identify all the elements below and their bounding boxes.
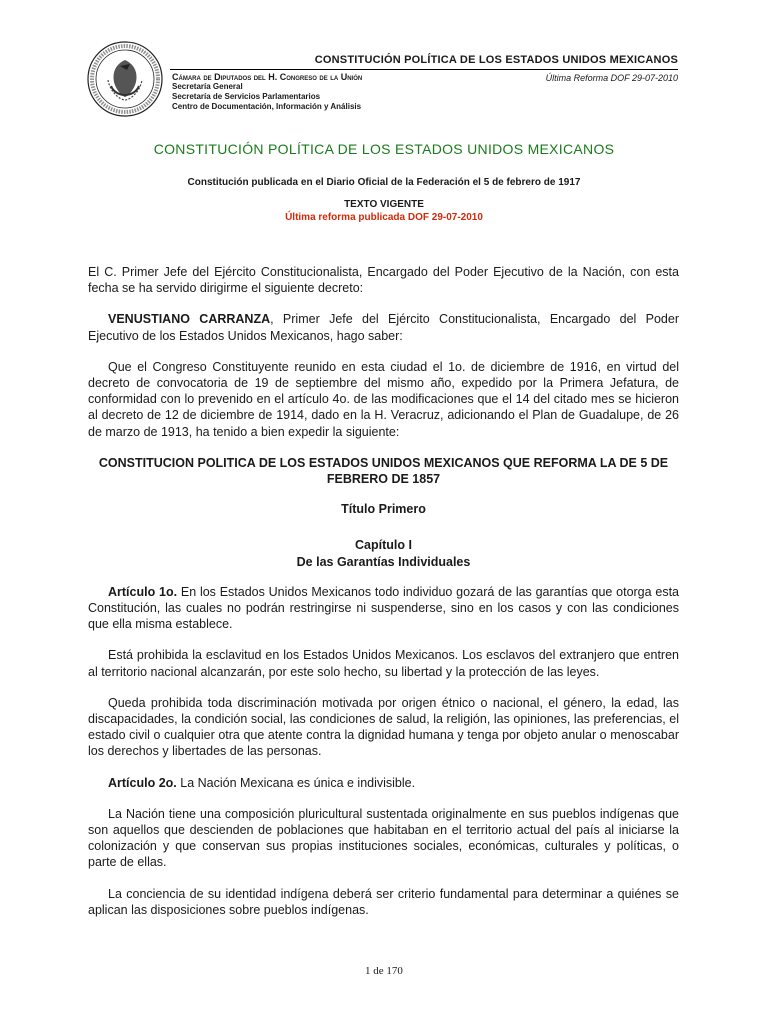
header-rule [170, 69, 678, 70]
header-secretaria-servicios: Secretaría de Servicios Parlamentarios [172, 92, 321, 101]
paragraph-discriminacion: Queda prohibida toda discriminación motivada por origen étnico o nacional, el género, la edad, las discapacidades, la condición social, las condiciones de salud, la religión, las opiniones, las preferencias, el estado civil o cualquier otra que atente contra la dignidad humana y tenga por objeto anular o menoscabar los derechos y libertades de las personas. [88, 695, 679, 759]
publication-note: Constitución publicada en el Diario Oficial de la Federación el 5 de febrero de 1917 [187, 177, 581, 188]
header-centro-documentacion: Centro de Documentación, Información y Análisis [172, 102, 362, 111]
paragraph-carranza [88, 311, 679, 343]
capitulo-number: Capítulo I [355, 538, 412, 553]
paragraph-pluricultural: La Nación tiene una composición pluricultural sustentada originalmente en sus pueblos indígenas que son aquellos que descienden de poblaciones que habitaban en el territorio actual del país al iniciarse la colonización y que conservan sus propias instituciones sociales, económicas, culturales y políticas, o parte de ellas. [88, 806, 679, 870]
page-number: 1 de 170 [365, 965, 403, 977]
paragraph-conciencia: La conciencia de su identidad indígena deberá ser criterio fundamental para determinar a quiénes se aplican las disposiciones sobre pueblos indígenas. [88, 886, 679, 917]
constitution-heading: CONSTITUCION POLITICA DE LOS ESTADOS UNIDOS MEXICANOS QUE REFORMA LA DE 5 DE FEBRERO DE 1857 [98, 455, 669, 487]
header-institution-block [172, 72, 362, 112]
header-last-reform: Última Reforma DOF 29-07-2010 [545, 73, 678, 83]
carranza-name: VENUSTIANO CARRANZA [108, 312, 271, 327]
header-secretaria-general: Secretaría General [172, 82, 243, 91]
coat-of-arms-seal-icon [86, 40, 164, 118]
article-1-label: Artículo 1o. [108, 584, 178, 599]
titulo-primero: Título Primero [341, 502, 426, 517]
main-title: CONSTITUCIÓN POLÍTICA DE LOS ESTADOS UNIDOS MEXICANOS [153, 141, 615, 157]
carranza-text: , Primer Jefe del Ejército Constitucionalista, Encargado del Poder Ejecutivo de los Estados Unidos Mexicanos, hago saber: [88, 312, 680, 343]
paragraph-congreso: Que el Congreso Constituyente reunido en esta ciudad el 1o. de diciembre de 1916, en virtud del decreto de convocatoria de 19 de septiembre del mismo año, expedido por la Primera Jefatura, de conformidad con lo prevenido en el artículo 4o. de las modificaciones que el 14 del citado mes se hicieron al decreto de 12 de diciembre de 1914, dado en la H. Veracruz, adicionando el Plan de Guadalupe, de 26 de marzo de 1913, ha tenido a bien expedir la siguiente: [88, 359, 679, 439]
last-reform-published: Última reforma publicada DOF 29-07-2010 [285, 212, 483, 223]
document-body [88, 264, 679, 933]
header-document-title: CONSTITUCIÓN POLÍTICA DE LOS ESTADOS UNIDOS MEXICANOS [314, 54, 678, 66]
article-2-label: Artículo 2o. [108, 775, 177, 790]
header-chamber: Cámara de Diputados del H. Congreso de la Unión [172, 72, 363, 82]
article-2 [88, 775, 679, 791]
article-1-text: En los Estados Unidos Mexicanos todo individuo gozará de las garantías que otorga esta Constitución, las cuales no podrán restringirse ni suspenderse, sino en los casos y con las condiciones que ella misma establece. [88, 584, 679, 632]
capitulo-heading [88, 537, 679, 569]
paragraph-intro: El C. Primer Jefe del Ejército Constitucionalista, Encargado del Poder Ejecutivo de la Nación, con esta fecha se ha servido dirigirme el siguiente decreto: [88, 265, 679, 296]
capitulo-name: De las Garantías Individuales [296, 554, 471, 569]
article-2-text: La Nación Mexicana es única e indivisible. [176, 775, 416, 790]
paragraph-esclavitud: Está prohibida la esclavitud en los Estados Unidos Mexicanos. Los esclavos del extranjero que entren al territorio nacional alcanzarán, por este solo hecho, su libertad y la protección de las leyes. [88, 648, 679, 679]
article-1 [88, 584, 679, 633]
texto-vigente-label: TEXTO VIGENTE [344, 199, 424, 210]
